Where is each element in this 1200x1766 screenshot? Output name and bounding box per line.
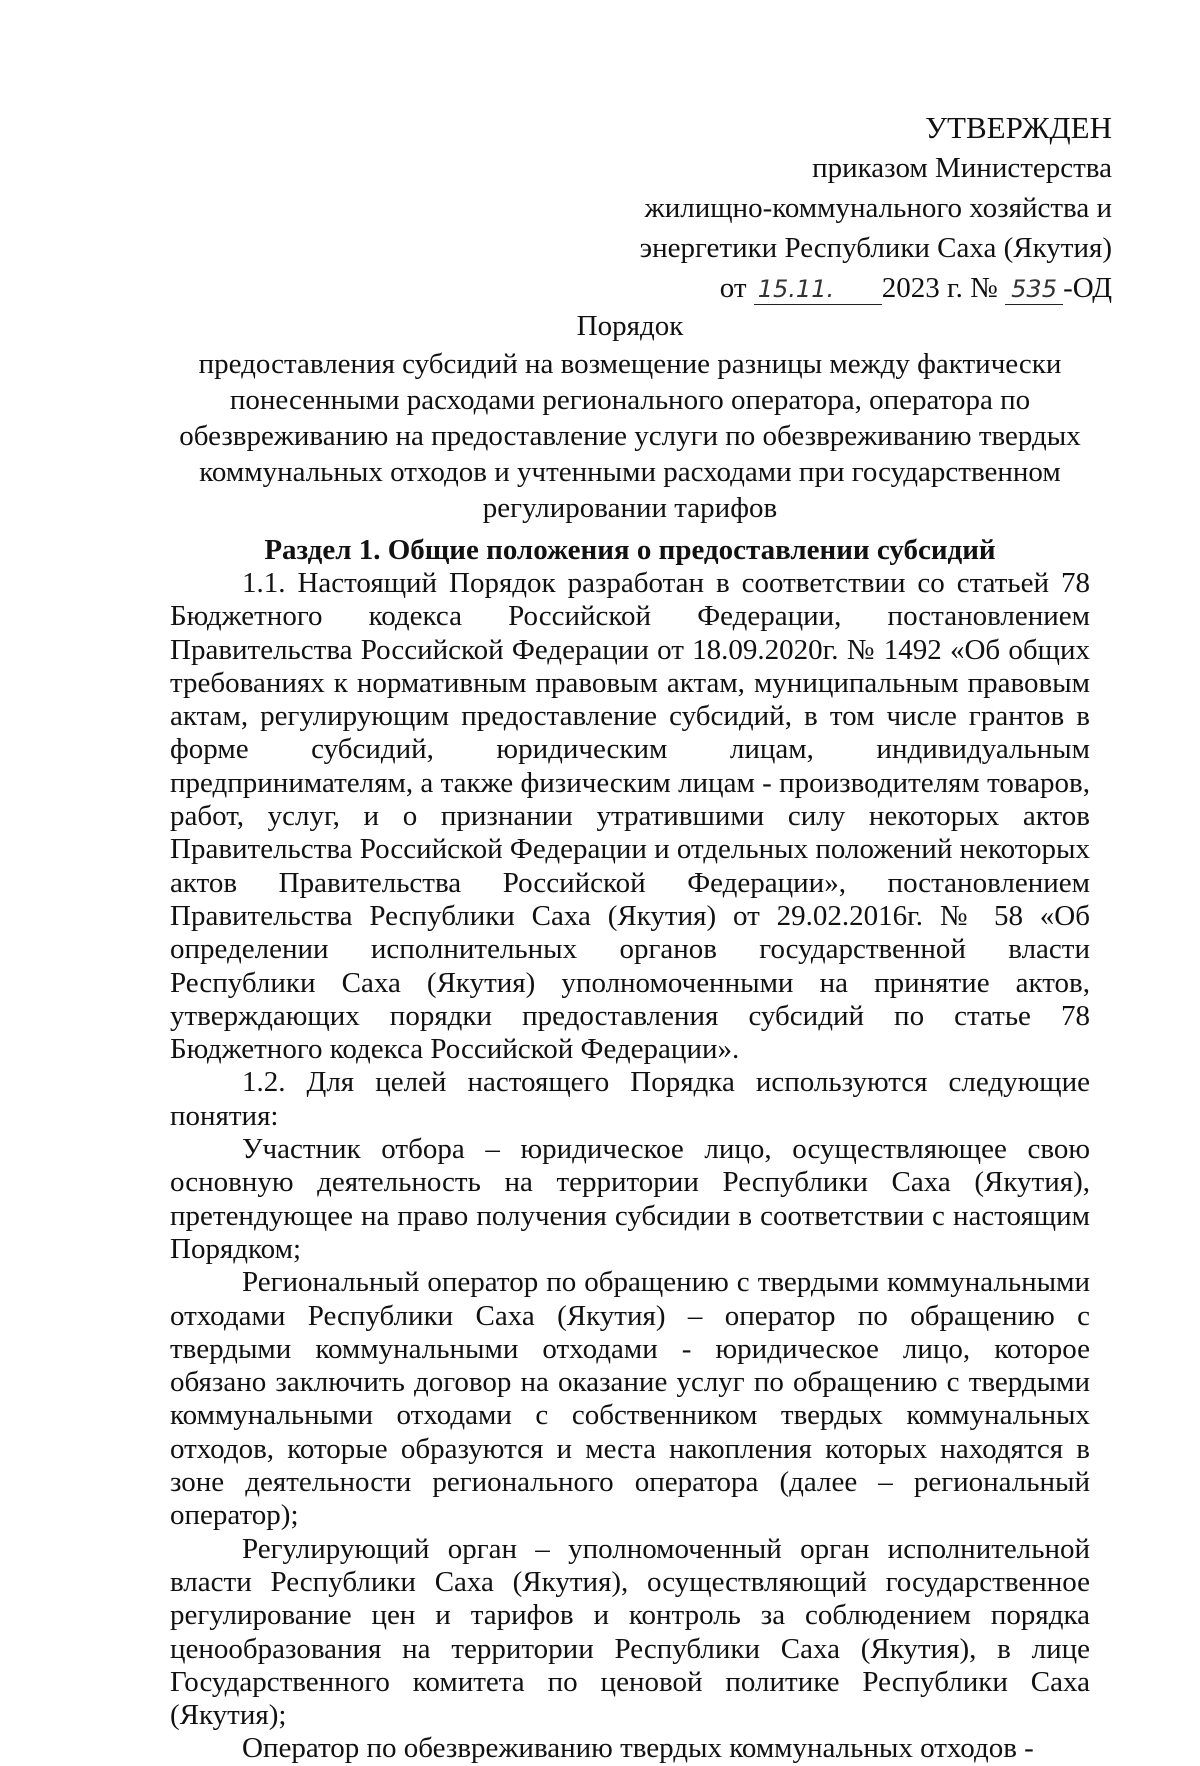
title-line-1: Порядок bbox=[576, 310, 684, 342]
handwritten-order-number: 535 bbox=[1005, 274, 1063, 305]
paragraph: Региональный оператор по обращению с твердыми коммунальными отходами Республики Саха (Якутия) – оператор по обращению с твердыми коммунальными отходами - юридическое лицо, которое обязано заключить договор на оказание услуг по обращению с твердыми коммунальными отходами с собственником твердых коммунальных отходов, которые образуются и места накопления которых находятся в зоне деятельности регионального оператора (далее – региональный оператор); bbox=[170, 1266, 1090, 1532]
approval-date-line bbox=[640, 268, 1112, 308]
paragraph: 1.2. Для целей настоящего Порядка используются следующие понятия: bbox=[170, 1066, 1090, 1132]
title-line-2: предоставления субсидий на возмещение разницы между фактически понесенными расходами регионального оператора, оператора по обезвреживанию на предоставление услуги по обезвреживанию твердых коммунальных отходов и учтенными расходами при государственном регулировании тарифов bbox=[179, 348, 1081, 524]
year-text: 2023 г. № bbox=[881, 272, 998, 304]
order-number-suffix: -ОД bbox=[1063, 272, 1112, 304]
section-heading: Раздел 1. Общие положения о предоставлении субсидий bbox=[264, 534, 996, 566]
date-prefix: от bbox=[719, 272, 747, 304]
paragraph: Регулирующий орган – уполномоченный орган исполнительной власти Республики Саха (Якутия), осуществляющий государственное регулирование цен и тарифов и контроль за соблюдением порядка ценообразования на территории Республики Саха (Якутия), в лице Государственного комитета по ценовой политике Республики Саха (Якутия); bbox=[170, 1532, 1090, 1732]
approval-line-1: приказом Министерства bbox=[812, 152, 1112, 184]
approval-line-2: жилищно-коммунального хозяйства и bbox=[644, 192, 1112, 224]
paragraph: Участник отбора – юридическое лицо, осуществляющее свою основную деятельность на территории Республики Саха (Якутия), претендующее на право получения субсидии в соответствии с настоящим Порядком; bbox=[170, 1133, 1090, 1265]
paragraph: 1.1. Настоящий Порядок разработан в соответствии со статьей 78 Бюджетного кодекса Российской Федерации, постановлением Правительства Российской Федерации от 18.09.2020г. № 1492 «Об общих требованиях к нормативным правовым актам, муниципальным правовым актам, регулирующим предоставление субсидий, в том числе грантов в форме субсидий, юридическим лицам, индивидуальным предпринимателям, а также физическим лицам - производителям товаров, работ, услуг, и о признании утратившими силу некоторых актов Правительства Российской Федерации и отдельных положений некоторых актов Правительства Российской Федерации», постановлением Правительства Республики Саха (Якутия) от 29.02.2016г. № 58 «Об определении исполнительных органов государственной власти Республики Саха (Якутия) уполномоченными на принятие актов, утверждающих порядки предоставления субсидий по статье 78 Бюджетного кодекса Российской Федерации». bbox=[170, 567, 1090, 1066]
document-title bbox=[170, 308, 1090, 526]
handwritten-date: 15.11. bbox=[754, 274, 882, 305]
document-body bbox=[170, 533, 1090, 1766]
paragraph: Оператор по обезвреживанию твердых коммунальных отходов - bbox=[242, 1732, 1034, 1765]
approval-stamp-block bbox=[640, 108, 1112, 308]
approval-heading: УТВЕРЖДЕН bbox=[925, 110, 1112, 145]
approval-line-3: энергетики Республики Саха (Якутия) bbox=[639, 232, 1112, 264]
